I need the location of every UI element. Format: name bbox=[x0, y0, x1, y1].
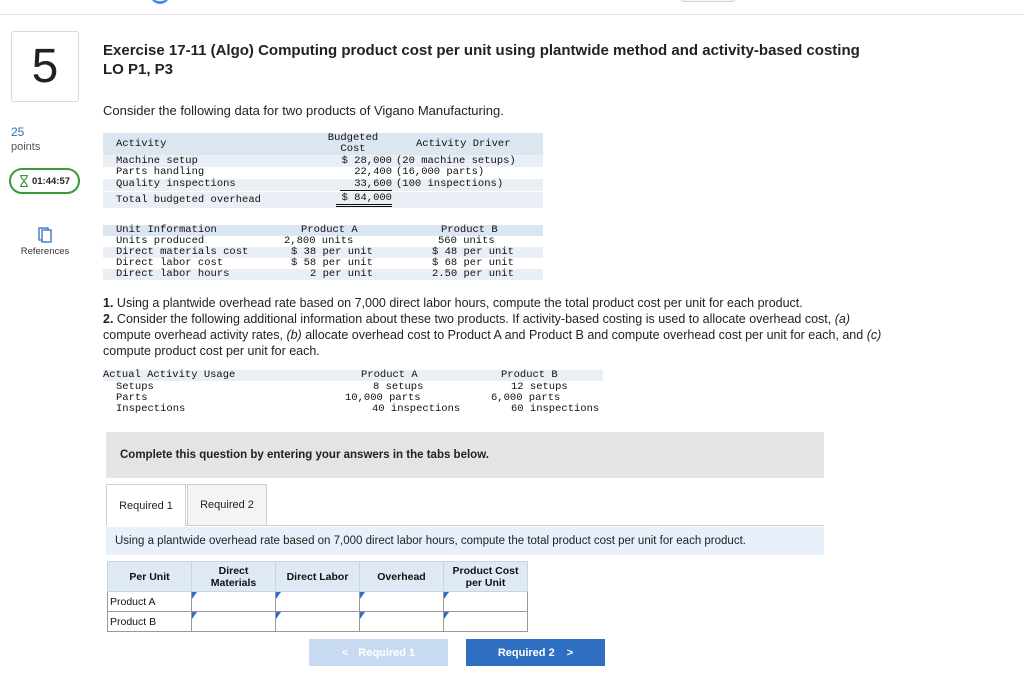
chevron-right-icon: > bbox=[566, 646, 574, 659]
actual-usage-label: Parts bbox=[116, 392, 148, 404]
col-overhead: Overhead bbox=[360, 562, 444, 592]
question-text bbox=[103, 295, 893, 359]
tab-divider bbox=[106, 525, 824, 526]
header-budgeted-1: Budgeted bbox=[327, 132, 379, 144]
next-required-button[interactable] bbox=[466, 639, 605, 666]
unit-info-header-b: Product B bbox=[441, 224, 498, 236]
unit-info-table bbox=[103, 225, 543, 283]
answer-table bbox=[107, 561, 528, 632]
next-label: Required 2 bbox=[497, 646, 555, 659]
q1-number: 1. bbox=[103, 296, 114, 310]
q2-text: Consider the following additional information about these two products. If activity-based costing is used to allocate overhead cost, bbox=[116, 312, 832, 326]
activity-cost: 33,600 bbox=[340, 179, 392, 191]
q2-part-b: (b) bbox=[286, 328, 302, 342]
required-1-instruction: Using a plantwide overhead rate based on 7,000 direct labor hours, compute the total product cost per unit for each product. bbox=[106, 527, 824, 555]
q2-part-a: (a) bbox=[834, 312, 850, 326]
product-a-direct-materials-input[interactable] bbox=[192, 592, 275, 611]
unit-info-b: $ 68 per unit bbox=[432, 257, 514, 269]
col-per-unit: Per Unit bbox=[108, 562, 192, 592]
q1-text: Using a plantwide overhead rate based on 7,000 direct labor hours, compute the total product cost per unit for each product. bbox=[116, 296, 803, 310]
timer bbox=[9, 168, 80, 194]
actual-usage-label: Setups bbox=[116, 381, 154, 393]
unit-info-b: $ 48 per unit bbox=[432, 246, 514, 258]
unit-info-a: 2 per unit bbox=[310, 268, 374, 280]
unit-info-label: Direct labor cost bbox=[116, 257, 224, 269]
table-row bbox=[108, 592, 528, 612]
actual-usage-header: Actual Activity Usage bbox=[103, 369, 236, 381]
tab-required-2[interactable]: Required 2 bbox=[187, 484, 267, 526]
q2-text: allocate overhead cost to Product A and Product B and compute overhead cost per unit for each, and bbox=[305, 328, 864, 342]
unit-info-header: Unit Information bbox=[116, 224, 217, 236]
product-b-overhead-input[interactable] bbox=[360, 612, 443, 631]
exercise-title: Exercise 17-11 (Algo) Computing product cost per unit using plantwide method and activity-based costing LO P1, P3 bbox=[103, 42, 860, 78]
book-icon bbox=[38, 227, 52, 243]
prev-required-button[interactable] bbox=[309, 639, 448, 666]
table-row bbox=[108, 612, 528, 632]
actual-usage-b: 6,000 parts bbox=[491, 392, 561, 404]
activity-cost: 22,400 bbox=[354, 166, 392, 178]
col-product-cost: Product Cost per Unit bbox=[444, 562, 528, 592]
unit-info-b: 560 units bbox=[438, 235, 495, 247]
q2-number: 2. bbox=[103, 312, 114, 326]
activity-driver: (20 machine setups) bbox=[396, 155, 516, 167]
actual-usage-a: 40 inspections bbox=[372, 403, 461, 415]
actual-usage-header-b: Product B bbox=[501, 369, 558, 381]
actual-usage-a: 10,000 parts bbox=[345, 392, 421, 404]
product-b-product-cost-input[interactable] bbox=[444, 612, 527, 631]
col-direct-materials: Direct Materials bbox=[192, 562, 276, 592]
prev-label: Required 1 bbox=[358, 646, 416, 659]
timer-value: 01:44:57 bbox=[31, 175, 71, 187]
unit-info-label: Direct materials cost bbox=[116, 246, 249, 258]
product-a-overhead-input[interactable] bbox=[360, 592, 443, 611]
actual-usage-a: 8 setups bbox=[373, 381, 424, 393]
row-label-product-a: Product A bbox=[108, 592, 192, 612]
tab-required-1[interactable]: Required 1 bbox=[106, 484, 186, 526]
points-label: points bbox=[11, 141, 41, 153]
exercise-intro: Consider the following data for two products of Vigano Manufacturing. bbox=[103, 103, 504, 118]
actual-usage-table bbox=[103, 370, 603, 418]
unit-info-header-a: Product A bbox=[301, 224, 358, 236]
product-b-direct-materials-input[interactable] bbox=[192, 612, 275, 631]
unit-info-a: $ 38 per unit bbox=[291, 246, 373, 258]
header-driver: Activity Driver bbox=[416, 138, 511, 150]
q2-text: compute product cost per unit for each. bbox=[103, 344, 320, 358]
activity-driver: (100 inspections) bbox=[396, 178, 504, 190]
col-direct-labor: Direct Labor bbox=[276, 562, 360, 592]
activity-cost: $ 28,000 bbox=[341, 155, 392, 167]
unit-info-label: Direct labor hours bbox=[116, 268, 230, 280]
activity-driver: (16,000 parts) bbox=[396, 166, 485, 178]
total-overhead-cost: $ 84,000 bbox=[336, 193, 392, 207]
top-control[interactable] bbox=[680, 0, 736, 2]
unit-info-label: Units produced bbox=[116, 235, 205, 247]
references-label: References bbox=[20, 246, 70, 257]
unit-info-b: 2.50 per unit bbox=[432, 268, 514, 280]
actual-usage-b: 60 inspections bbox=[511, 403, 600, 415]
references-button[interactable] bbox=[6, 227, 84, 257]
activity-table bbox=[103, 133, 543, 208]
q2-text: compute overhead activity rates, bbox=[103, 328, 283, 342]
top-divider bbox=[0, 14, 1024, 15]
actual-usage-header-a: Product A bbox=[361, 369, 418, 381]
activity-label: Parts handling bbox=[116, 166, 205, 178]
complete-instructions: Complete this question by entering your answers in the tabs below. bbox=[106, 432, 824, 478]
activity-label: Quality inspections bbox=[116, 178, 236, 190]
header-budgeted-2: Cost bbox=[340, 143, 366, 155]
points-value: 25 bbox=[11, 125, 25, 139]
product-a-direct-labor-input[interactable] bbox=[276, 592, 359, 611]
product-b-direct-labor-input[interactable] bbox=[276, 612, 359, 631]
actual-usage-b: 12 setups bbox=[511, 381, 568, 393]
hourglass-icon bbox=[19, 175, 29, 187]
product-a-product-cost-input[interactable] bbox=[444, 592, 527, 611]
total-overhead-label: Total budgeted overhead bbox=[116, 194, 261, 206]
actual-usage-label: Inspections bbox=[116, 403, 186, 415]
progress-arc bbox=[150, 0, 170, 4]
unit-info-a: 2,800 units bbox=[284, 235, 354, 247]
header-activity: Activity bbox=[116, 138, 167, 150]
activity-label: Machine setup bbox=[116, 155, 198, 167]
row-label-product-b: Product B bbox=[108, 612, 192, 632]
q2-part-c: (c) bbox=[866, 328, 882, 342]
question-number: 5 bbox=[11, 31, 79, 102]
chevron-left-icon: < bbox=[341, 646, 349, 659]
unit-info-a: $ 58 per unit bbox=[291, 257, 373, 269]
